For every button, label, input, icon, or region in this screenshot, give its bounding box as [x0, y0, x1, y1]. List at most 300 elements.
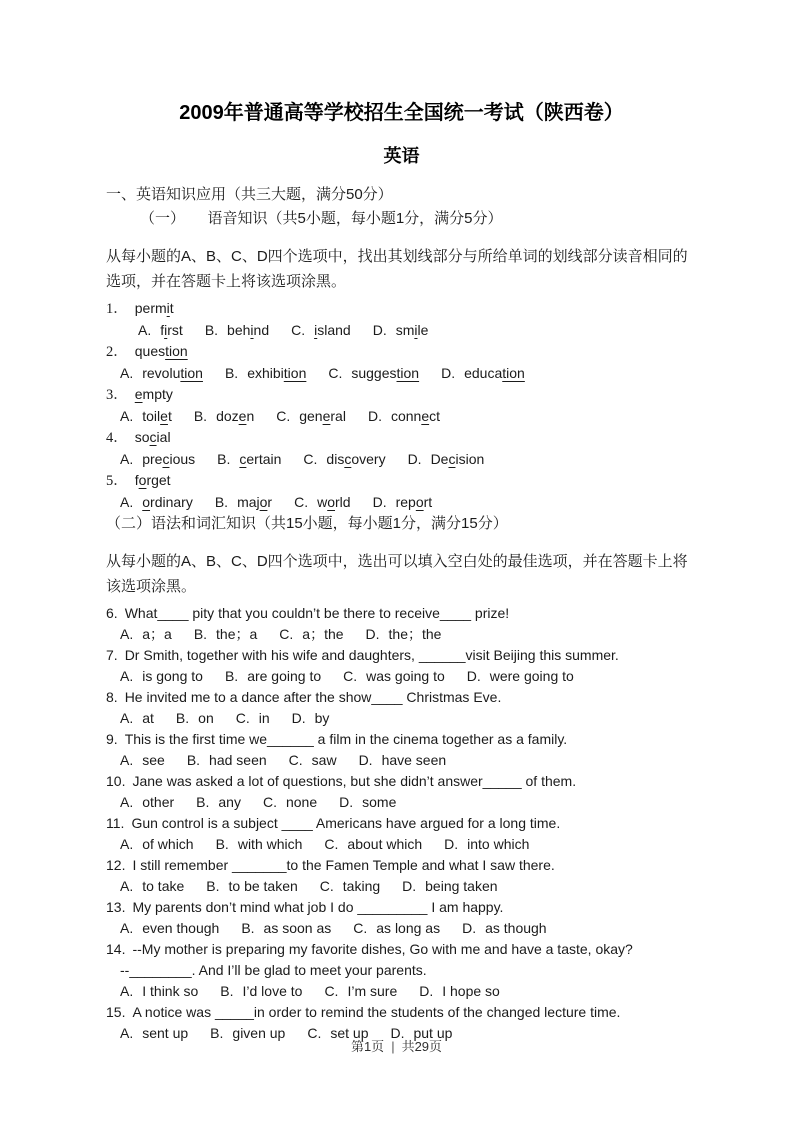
option-row	[106, 406, 697, 427]
option-word	[431, 449, 485, 470]
option-label: A.	[138, 322, 152, 338]
option	[353, 918, 440, 939]
question-number: 11.	[106, 815, 125, 831]
stem-word	[135, 300, 174, 316]
option-label: A.	[120, 878, 134, 894]
option-row	[106, 363, 697, 384]
option-label: C.	[288, 752, 303, 768]
instructions-paragraph: 从每小题的A、B、C、D四个选项中，找出其划线部分与所给单词的划线部分读音相同的选项，并在答题卡上将该选项涂黑。	[106, 248, 688, 290]
word-pre: so	[134, 429, 150, 445]
option-label: A.	[120, 836, 134, 852]
question	[106, 427, 697, 470]
option-text: I’m sure	[347, 983, 398, 999]
option	[462, 918, 547, 939]
option-text: as long as	[376, 920, 441, 936]
option-label: A.	[120, 408, 134, 424]
option-text: about which	[347, 836, 423, 852]
stem-word	[135, 472, 171, 488]
word-underlined: i	[250, 322, 254, 338]
option-label: D.	[441, 365, 456, 381]
option-text: none	[285, 794, 318, 810]
question	[106, 341, 697, 384]
word-pre: pre	[142, 451, 163, 467]
option-text: I think so	[142, 983, 199, 999]
option-word	[317, 492, 350, 513]
option	[120, 750, 165, 771]
option	[206, 876, 298, 897]
question-number: 3．	[106, 387, 128, 403]
word-underlined: tion	[180, 365, 203, 381]
option-word	[299, 406, 346, 427]
option-text: to be taken	[228, 878, 298, 894]
word-underlined: tion	[165, 343, 188, 359]
question	[106, 603, 697, 645]
word-underlined: i	[164, 322, 168, 338]
option	[120, 708, 154, 729]
stem-word	[135, 429, 171, 445]
option-text: I hope so	[442, 983, 500, 999]
footer-total-pages: 共29页	[401, 1039, 443, 1054]
option-label: C.	[353, 920, 368, 936]
word-underlined: tion	[283, 365, 307, 381]
option-text: of which	[142, 836, 194, 852]
option-label: C.	[291, 322, 306, 338]
question-stem	[106, 687, 697, 708]
word-pre: ques	[134, 343, 166, 359]
option-row	[106, 666, 697, 687]
option	[343, 666, 445, 687]
option	[120, 981, 198, 1002]
subsection-heading: （二）语法和词汇知识（共15小题，每小题1分，满分15分）	[106, 515, 508, 532]
option	[236, 708, 270, 729]
option-text: set up	[330, 1025, 369, 1041]
question	[106, 897, 697, 939]
question	[106, 687, 697, 729]
option	[225, 363, 306, 384]
option-label: C.	[303, 451, 318, 467]
option-label: D.	[367, 408, 382, 424]
option-word	[142, 492, 193, 513]
question-number: 4．	[106, 430, 128, 446]
question-number: 15.	[106, 1004, 126, 1020]
word-pre: conn	[390, 408, 422, 424]
option	[291, 320, 351, 341]
option-label: A.	[120, 626, 134, 642]
question-stem	[106, 897, 697, 918]
option	[441, 363, 525, 384]
option-label: A.	[120, 668, 134, 684]
option-word	[247, 363, 306, 384]
option	[339, 792, 396, 813]
option-row	[106, 492, 697, 513]
question	[106, 729, 697, 771]
option-word	[396, 320, 429, 341]
stem-text: My parents don’t mind what job I do _________ I am happy.	[132, 899, 504, 915]
option	[120, 834, 194, 855]
option	[120, 363, 203, 384]
word-underlined: e	[421, 408, 430, 424]
question	[106, 470, 697, 513]
option-label: A.	[120, 494, 134, 510]
option-label: B.	[204, 322, 219, 338]
option-label: A.	[120, 794, 134, 810]
option-label: D.	[372, 494, 387, 510]
word-post: rdinary	[150, 494, 193, 510]
word-post: overy	[351, 451, 386, 467]
word-post: ial	[156, 429, 171, 445]
option-text: even though	[142, 920, 220, 936]
option-text: given up	[232, 1025, 286, 1041]
question-stem	[106, 298, 697, 320]
option-text: with which	[237, 836, 303, 852]
option-label: C.	[319, 878, 334, 894]
word-pre: sm	[395, 322, 415, 338]
option-word	[239, 449, 281, 470]
page-title: 2009年普通高等学校招生全国统一考试（陕西卷）	[179, 102, 624, 124]
option-text: was going to	[366, 668, 445, 684]
option-label: D.	[402, 878, 417, 894]
word-underlined: c	[448, 451, 456, 467]
option-text: see	[142, 752, 165, 768]
word-pre: revolu	[142, 365, 181, 381]
option-text: a；the	[302, 626, 344, 642]
question-number: 1．	[106, 301, 128, 317]
option-label: C.	[262, 794, 277, 810]
option-label: A.	[120, 983, 134, 999]
word-pre: f	[134, 472, 139, 488]
question-number: 8.	[106, 689, 118, 705]
question-stem	[106, 645, 697, 666]
option	[279, 624, 343, 645]
option-text: a；a	[142, 626, 172, 642]
word-underlined: i	[414, 322, 418, 338]
option	[324, 834, 422, 855]
stem-word	[135, 386, 173, 402]
option	[217, 449, 281, 470]
question-stem	[106, 771, 697, 792]
word-pre: rep	[395, 494, 416, 510]
option-word	[227, 320, 269, 341]
option	[120, 876, 184, 897]
option-row	[106, 449, 697, 470]
word-underlined: o	[415, 494, 424, 510]
stem-text: This is the first time we______ a film in the cinema together as a family.	[124, 731, 568, 747]
question-number: 2．	[106, 344, 128, 360]
option-label: D.	[358, 752, 373, 768]
option-text: any	[218, 794, 241, 810]
option-text: into which	[467, 836, 530, 852]
question-stem	[106, 813, 697, 834]
option-row	[106, 918, 697, 939]
option	[216, 834, 303, 855]
option-row	[106, 792, 697, 813]
option-label: B.	[224, 668, 239, 684]
option-word	[464, 363, 525, 384]
option-row	[106, 320, 697, 341]
stem-word	[135, 343, 188, 359]
word-pre: educa	[464, 365, 503, 381]
option	[263, 792, 317, 813]
option-row	[106, 624, 697, 645]
option-word	[142, 363, 203, 384]
option	[196, 792, 241, 813]
option-text: on	[198, 710, 214, 726]
question-number: 14.	[106, 941, 126, 957]
option-label: C.	[307, 1025, 322, 1041]
word-pre: f	[160, 322, 165, 338]
question-stem	[106, 1002, 697, 1023]
option	[289, 750, 337, 771]
footer-current-page: 第1页	[350, 1039, 385, 1054]
word-post: sland	[317, 322, 351, 338]
option-label: B.	[224, 365, 239, 381]
question-number: 5．	[106, 473, 128, 489]
question	[106, 298, 697, 341]
option-text: had seen	[209, 752, 267, 768]
option-text: being taken	[425, 878, 498, 894]
option-text: by	[314, 710, 330, 726]
option-word	[396, 492, 433, 513]
option	[292, 708, 330, 729]
option-label: B.	[217, 451, 231, 467]
stem-text: Jane was asked a lot of questions, but she didn’t answer_____ of them.	[132, 773, 577, 789]
option	[120, 918, 219, 939]
option	[220, 981, 302, 1002]
word-post: r	[267, 494, 273, 510]
option-text: were going to	[489, 668, 574, 684]
option-label: B.	[220, 983, 234, 999]
option	[205, 320, 269, 341]
option	[373, 320, 429, 341]
option-text: put up	[413, 1025, 453, 1041]
question	[106, 855, 697, 897]
option-label: B.	[186, 752, 201, 768]
option-label: B.	[241, 920, 255, 936]
option-text: at	[142, 710, 154, 726]
option	[402, 876, 497, 897]
word-pre: maj	[237, 494, 260, 510]
option	[320, 876, 380, 897]
option-text: as soon as	[263, 920, 332, 936]
option-label: C.	[235, 710, 250, 726]
option-text: is gong to	[142, 668, 203, 684]
option-word	[237, 492, 272, 513]
option	[328, 363, 419, 384]
option-word	[351, 363, 419, 384]
option	[294, 492, 350, 513]
stem-text: I still remember _______to the Famen Temple and what I saw there.	[132, 857, 555, 873]
word-underlined: c	[149, 429, 157, 445]
question-stem	[106, 341, 697, 363]
option-label: B.	[175, 710, 190, 726]
stem-text: Dr Smith, together with his wife and daughters, ______visit Beijing this summer.	[124, 647, 619, 663]
word-underlined: c	[239, 451, 247, 467]
option-label: D.	[419, 983, 434, 999]
option-label: A.	[120, 365, 134, 381]
option-label: A.	[120, 1025, 134, 1041]
word-underlined: i	[314, 322, 318, 338]
option	[359, 750, 447, 771]
option-word	[314, 320, 351, 341]
option-label: A.	[120, 920, 134, 936]
option-label: B.	[206, 878, 220, 894]
option	[215, 492, 272, 513]
word-pre: De	[430, 451, 449, 467]
option-label: D.	[339, 794, 354, 810]
word-post: rst	[167, 322, 183, 338]
option-row	[106, 876, 697, 897]
option	[138, 320, 183, 341]
word-pre: w	[317, 494, 328, 510]
option-label: C.	[324, 983, 339, 999]
option-word	[160, 320, 183, 341]
option-label: D.	[462, 920, 477, 936]
option	[120, 492, 193, 513]
option	[419, 981, 500, 1002]
word-post: rt	[423, 494, 433, 510]
option	[324, 981, 397, 1002]
question-number: 13.	[106, 899, 126, 915]
option	[187, 750, 267, 771]
word-post: ertain	[246, 451, 282, 467]
option	[120, 792, 174, 813]
word-underlined: e	[238, 408, 247, 424]
question-number: 12.	[106, 857, 126, 873]
stem-text: He invited me to a dance after the show____ Christmas Eve.	[124, 689, 502, 705]
question-stem	[106, 855, 697, 876]
option	[120, 624, 172, 645]
option-text: in	[258, 710, 270, 726]
word-post: ision	[455, 451, 485, 467]
word-post: nd	[253, 322, 270, 338]
instructions-paragraph: 从每小题的A、B、C、D四个选项中，选出可以填入空白处的最佳选项，并在答题卡上将该选项涂黑。	[106, 553, 688, 595]
option	[241, 918, 331, 939]
option-row	[106, 708, 697, 729]
word-pre: perm	[134, 300, 167, 316]
option-label: C.	[343, 668, 358, 684]
option-label: D.	[407, 451, 422, 467]
word-post: t	[169, 300, 174, 316]
option-row	[106, 834, 697, 855]
option-word	[391, 406, 440, 427]
stem-text: --My mother is preparing my favorite dishes, Go with me and have a taste, okay?	[132, 941, 633, 957]
question	[106, 813, 697, 855]
option-word	[326, 449, 385, 470]
option	[408, 449, 485, 470]
option	[467, 666, 574, 687]
word-post: le	[417, 322, 429, 338]
word-post: n	[246, 408, 255, 424]
stem-text: A notice was _____in order to remind the students of the changed lecture time.	[132, 1004, 621, 1020]
option	[120, 449, 195, 470]
option-label: B.	[196, 794, 210, 810]
option-text: the；the	[388, 626, 442, 642]
option-row	[106, 981, 697, 1002]
option-text: have seen	[381, 752, 447, 768]
option-text: as though	[485, 920, 547, 936]
word-pre: dis	[326, 451, 345, 467]
option	[120, 406, 172, 427]
question-stem	[106, 384, 697, 406]
question	[106, 384, 697, 427]
question-stem-reply: --________. And I’ll be glad to meet your parents.	[120, 962, 427, 978]
option-word	[216, 406, 254, 427]
option-label: B.	[214, 494, 229, 510]
word-underlined: i	[166, 300, 170, 316]
question-stem	[106, 427, 697, 449]
option-label: D.	[365, 626, 380, 642]
stem-text: Gun control is a subject ____ Americans have argued for a long time.	[131, 815, 561, 831]
option-row	[106, 750, 697, 771]
option-word	[142, 449, 195, 470]
option-text: saw	[311, 752, 337, 768]
option-label: D.	[390, 1025, 405, 1041]
option	[366, 624, 442, 645]
option-label: B.	[193, 626, 208, 642]
word-underlined: tion	[502, 365, 525, 381]
question	[106, 771, 697, 813]
option-label: B.	[215, 836, 229, 852]
word-post: mpty	[142, 386, 173, 402]
option-text: are going to	[247, 668, 322, 684]
option-text: the；a	[216, 626, 258, 642]
word-underlined: o	[327, 494, 336, 510]
word-post: t	[167, 408, 172, 424]
option-label: B.	[193, 408, 208, 424]
option-label: C.	[279, 626, 294, 642]
question-number: 10.	[106, 773, 126, 789]
option-text: taking	[342, 878, 381, 894]
word-pre: toil	[142, 408, 161, 424]
option	[194, 406, 254, 427]
word-underlined: o	[142, 494, 151, 510]
word-underlined: c	[162, 451, 170, 467]
option-text: I’d love to	[242, 983, 303, 999]
word-post: rget	[146, 472, 171, 488]
word-pre: beh	[227, 322, 251, 338]
option	[368, 406, 440, 427]
option-label: A.	[120, 752, 134, 768]
question-stem	[106, 939, 697, 960]
option-word	[142, 406, 172, 427]
question-number: 6.	[106, 605, 118, 621]
option-label: D.	[291, 710, 306, 726]
grammar-question-list	[106, 603, 697, 1044]
option-text: other	[142, 794, 175, 810]
option-text: some	[362, 794, 397, 810]
section-heading: 一、英语知识应用（共三大题，满分50分）	[106, 186, 393, 203]
option-label: C.	[294, 494, 309, 510]
page-footer	[0, 1036, 793, 1055]
option	[225, 666, 321, 687]
option	[194, 624, 257, 645]
footer-divider: |	[391, 1039, 395, 1054]
question	[106, 939, 697, 1002]
option-text: sent up	[142, 1025, 189, 1041]
phonetics-question-list	[106, 298, 697, 513]
option-label: C.	[328, 365, 343, 381]
option-label: C.	[276, 408, 291, 424]
word-underlined: o	[259, 494, 268, 510]
word-pre: sugges	[351, 365, 397, 381]
option-label: D.	[444, 836, 459, 852]
word-underlined: e	[160, 408, 168, 424]
option	[176, 708, 214, 729]
option	[444, 834, 529, 855]
word-underlined: o	[138, 472, 147, 488]
word-underlined: e	[322, 408, 331, 424]
word-post: rld	[335, 494, 351, 510]
